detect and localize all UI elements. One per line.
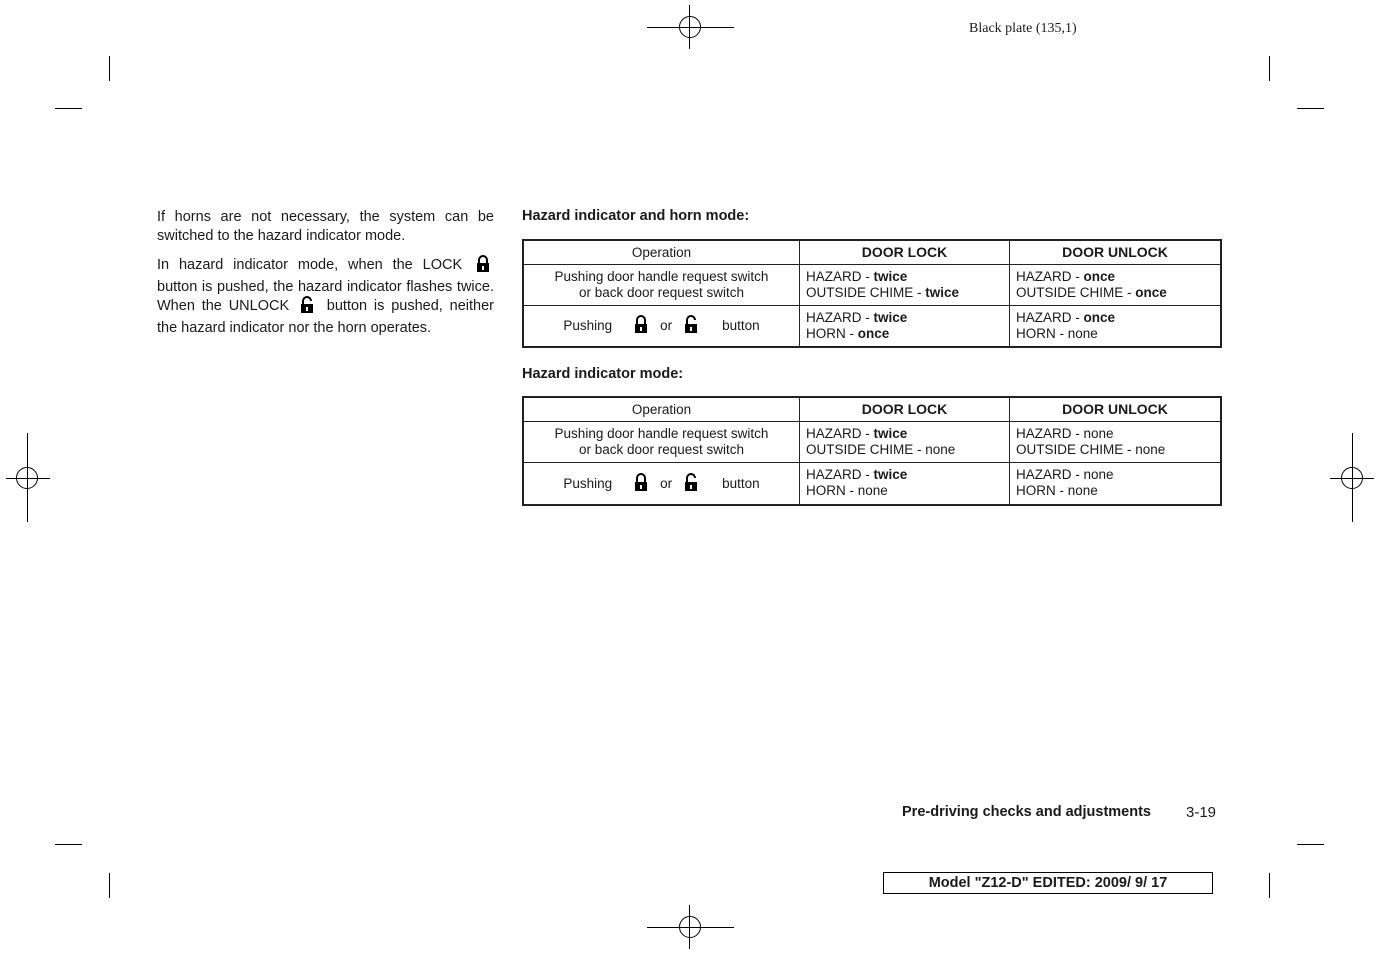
operation-cell: Pushing or button [523,462,800,505]
operation-cell: Pushing door handle request switch or back door request switch [523,264,800,305]
header-operation: Operation [523,397,800,421]
section-title: Pre-driving checks and adjustments [902,804,1151,820]
door-unlock-cell: HAZARD - none OUTSIDE CHIME - none [1010,421,1222,462]
page-number: 3-19 [1186,804,1217,821]
crop-mark [1269,873,1270,898]
paragraph-hazard-mode: In hazard indicator mode, when the LOCK button is pushed, the hazard indicator flashes twice. When the UNLOCK button is pushed, neither the hazard indicator nor the horn operates. [157,257,494,336]
table-row [523,305,1221,347]
model-edited-box: Model "Z12-D" EDITED: 2009/ 9/ 17 [883,872,1213,894]
crop-mark [109,56,110,81]
registration-mark-icon [16,467,38,489]
header-door-unlock: DOOR UNLOCK [1010,240,1222,264]
unlock-icon [684,473,700,494]
table-row [523,462,1221,505]
table-row [523,264,1221,305]
table2-heading: Hazard indicator mode: [522,366,684,382]
table-row [523,421,1221,462]
door-lock-cell: HAZARD - twice HORN - once [800,305,1010,347]
paragraph-horn-intro: If horns are not necessary, the system can be switched to the hazard indicator mode. [157,209,494,244]
lock-icon [634,473,648,494]
crop-mark [1297,108,1324,109]
unlock-icon [684,315,700,336]
door-unlock-cell: HAZARD - none HORN - none [1010,462,1222,505]
crop-mark [55,108,82,109]
crop-mark [55,844,82,845]
table-header-row [523,397,1221,421]
hazard-horn-table [522,239,1222,348]
unlock-icon [300,296,316,319]
header-door-unlock: DOOR UNLOCK [1010,397,1222,421]
body-text [157,208,494,347]
operation-cell: Pushing or button [523,305,800,347]
door-lock-cell: HAZARD - twice OUTSIDE CHIME - twice [800,264,1010,305]
lock-icon [634,315,648,336]
door-unlock-cell: HAZARD - once OUTSIDE CHIME - once [1010,264,1222,305]
registration-mark-icon [679,16,701,38]
table-header-row [523,240,1221,264]
door-lock-cell: HAZARD - twice HORN - none [800,462,1010,505]
door-unlock-cell: HAZARD - once HORN - none [1010,305,1222,347]
operation-cell: Pushing door handle request switch or back door request switch [523,421,800,462]
table1-heading: Hazard indicator and horn mode: [522,208,750,224]
registration-mark-icon [679,916,701,938]
crop-mark [1269,56,1270,81]
hazard-mode-table [522,396,1222,506]
registration-mark-icon [1341,467,1363,489]
header-operation: Operation [523,240,800,264]
door-lock-cell: HAZARD - twice OUTSIDE CHIME - none [800,421,1010,462]
crop-mark [1297,844,1324,845]
lock-icon [476,255,490,278]
plate-label: Black plate (135,1) [969,21,1077,36]
header-door-lock: DOOR LOCK [800,240,1010,264]
crop-mark [109,873,110,898]
header-door-lock: DOOR LOCK [800,397,1010,421]
